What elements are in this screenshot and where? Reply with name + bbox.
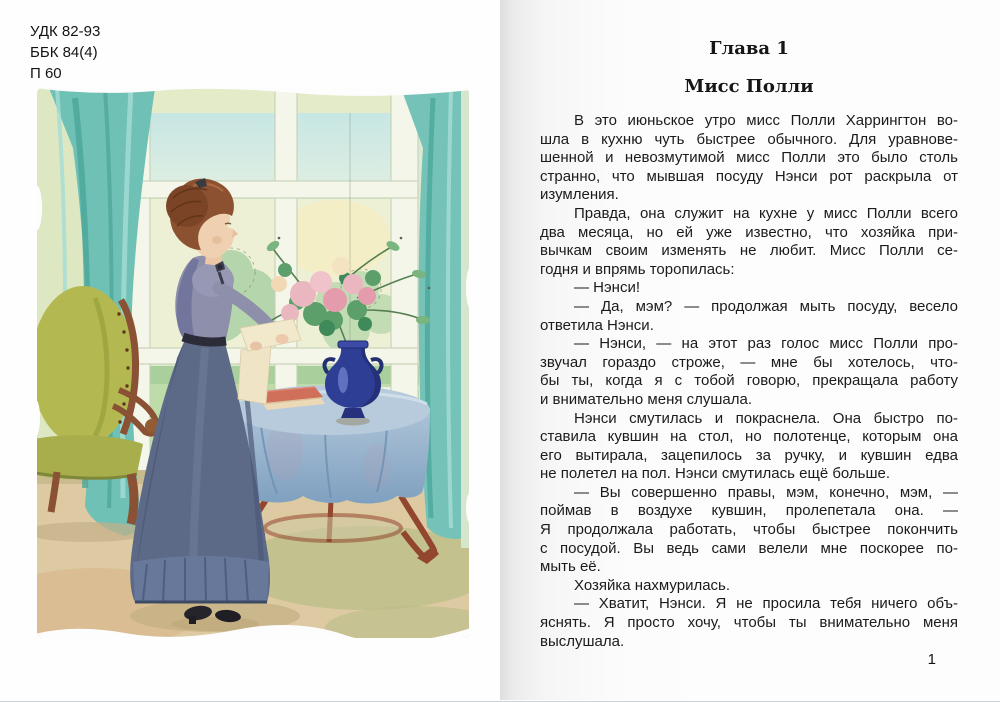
- text-line: — Нэнси, — на этот раз голос мисс Полли про-: [574, 335, 958, 353]
- text-line: странно, что мывшая посуду Нэнси рот раскрыла от: [540, 167, 958, 185]
- text-line: шла в кухню чуть быстрее обычного. Для уравнове-: [540, 130, 958, 148]
- text-line: бы ты, когда я с тобой говорю, прекращала работу: [540, 372, 958, 390]
- page-number: 1: [927, 651, 936, 668]
- text-line: два месяца, но ей уже известно, что хозяйка при-: [540, 223, 958, 241]
- classification-codes: [30, 21, 100, 84]
- text-line: ставила кувшин на стол, но полотенце, которым она: [540, 428, 958, 446]
- text-line: — Нэнси!: [574, 279, 640, 297]
- text-line: яснять. Я просто хочу, чтобы ты внимательно меня: [540, 614, 958, 632]
- page-left: [0, 0, 500, 700]
- author-sign-code: П 60: [30, 65, 62, 82]
- text-line: — Вы совершенно правы, мэм, конечно, мэм, —: [574, 483, 958, 501]
- text-line: Нэнси смутилась и покраснела. Она быстро по-: [574, 409, 958, 427]
- text-line: ответила Нэнси.: [540, 316, 654, 334]
- section-title: Мисс Полли: [684, 76, 814, 97]
- text-line: Правда, она служит на кухне у мисс Полли всего: [574, 204, 958, 222]
- text-line: — Хватит, Нэнси. Я не просила тебя ничего объ-: [574, 595, 958, 613]
- paragraph: [540, 298, 958, 335]
- text-line: вычкам своим изменять не любит. Мисс Полли се-: [540, 242, 958, 260]
- text-line: изумления.: [540, 186, 619, 204]
- paragraph: [540, 484, 958, 577]
- text-line: годня и впрямь торопилась:: [540, 260, 735, 278]
- text-line: шенной и невозмутимой мисс Полли это было столь: [540, 149, 958, 167]
- chapter-heading: Глава 1: [709, 38, 789, 59]
- text-line: не полетел на пол. Нэнси смутилась ещё больше.: [540, 465, 891, 483]
- paragraph: [540, 577, 958, 596]
- text-line: Я продолжала работать, чтобы быстрее покончить: [540, 521, 958, 539]
- watercolor-illustration: [35, 88, 471, 644]
- text-line: мыть её.: [540, 558, 601, 576]
- paragraph: [540, 410, 958, 484]
- paragraph: [540, 205, 958, 279]
- udk-code: УДК 82-93: [30, 23, 101, 40]
- text-block: [540, 112, 958, 651]
- text-line: звучал гораздо строже, — мне бы хотелось, что-: [540, 353, 958, 371]
- text-line: В это июньское утро мисс Полли Харрингтон во-: [574, 112, 958, 129]
- bbk-code: ББК 84(4): [30, 44, 98, 61]
- text-line: поймав в воздухе кувшин, пролепетала она. —: [540, 502, 958, 520]
- paragraph: [540, 279, 958, 298]
- text-line: выслушала.: [540, 632, 625, 650]
- text-line: и внимательно меня слушала.: [540, 390, 753, 408]
- paragraph: [540, 595, 958, 651]
- text-line: с посудой. Вы ведь сами велели мне поскорее по-: [540, 539, 958, 557]
- text-line: Хозяйка нахмурилась.: [574, 576, 731, 594]
- paragraph: [540, 335, 958, 409]
- text-line: его вытирала, зацепилось за ручку, и кувшин едва: [540, 446, 958, 464]
- page-right: [500, 0, 1000, 700]
- text-line: — Да, мэм? — продолжая мыть посуду, весело: [574, 297, 958, 315]
- paragraph: [540, 112, 958, 205]
